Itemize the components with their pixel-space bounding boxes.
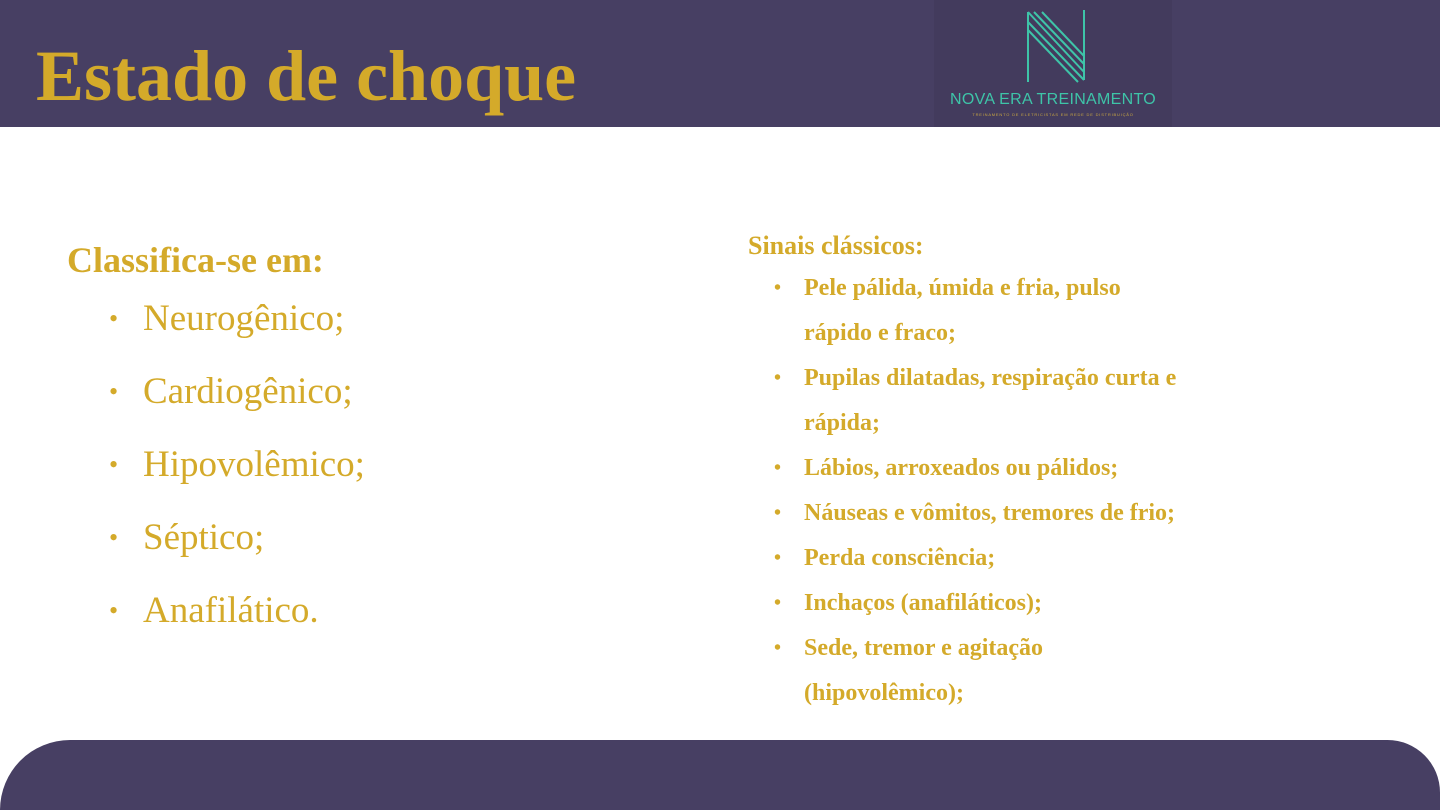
sign-text: Náuseas e vômitos, tremores de frio;: [804, 500, 1176, 526]
list-item: [748, 491, 1344, 536]
logo: [934, 0, 1172, 127]
nova-era-logo-mark-icon: [1020, 8, 1092, 84]
bullet-icon: •: [109, 304, 119, 333]
signs-list: [748, 266, 1344, 716]
sign-text: Pele pálida, úmida e fria, pulso: [804, 275, 1121, 301]
classification-label: Cardiogênico;: [143, 371, 353, 412]
list-item: [748, 356, 1344, 446]
bullet-icon: •: [774, 367, 782, 389]
signs-section: [748, 226, 1344, 716]
list-item: [67, 509, 365, 582]
logo-name: NOVA ERA TREINAMENTO: [949, 91, 1157, 108]
list-item: [748, 266, 1344, 356]
sign-text: Lábios, arroxeados ou pálidos;: [804, 455, 1119, 481]
list-item: [67, 363, 365, 436]
classification-label: Neurogênico;: [143, 298, 345, 339]
list-item: [748, 536, 1344, 581]
classification-section: [67, 238, 365, 655]
sign-text: Pupilas dilatadas, respiração curta e: [804, 365, 1177, 391]
bullet-icon: •: [109, 523, 119, 552]
bullet-icon: •: [774, 592, 782, 614]
bullet-icon: •: [109, 450, 119, 479]
classification-heading: Classifica-se em:: [67, 240, 324, 280]
list-item: [748, 581, 1344, 626]
bullet-icon: •: [774, 457, 782, 479]
signs-heading: Sinais clássicos:: [748, 231, 924, 260]
list-item: [67, 290, 365, 363]
sign-text-continued: rápida;: [804, 410, 881, 436]
sign-text: Inchaços (anafiláticos);: [804, 590, 1042, 616]
list-item: [67, 582, 365, 655]
logo-tagline: TREINAMENTO DE ELETRICISTAS EM REDE DE DISTRIBUIÇÃO: [972, 112, 1134, 117]
bullet-icon: •: [109, 596, 119, 625]
sign-text: Perda consciência;: [804, 545, 996, 571]
list-item: [748, 626, 1344, 716]
bullet-icon: •: [774, 277, 782, 299]
bullet-icon: •: [109, 377, 119, 406]
bullet-icon: •: [774, 502, 782, 524]
sign-text-continued: rápido e fraco;: [804, 320, 956, 346]
classification-label: Hipovolêmico;: [143, 444, 365, 485]
classification-label: Séptico;: [143, 517, 265, 558]
header-band: [0, 0, 1440, 127]
slide-title: Estado de choque: [36, 36, 577, 116]
bullet-icon: •: [774, 547, 782, 569]
list-item: [67, 436, 365, 509]
classification-label: Anafilático.: [143, 590, 319, 631]
sign-text-continued: (hipovolêmico);: [804, 680, 964, 706]
classification-list: [67, 290, 365, 655]
sign-text: Sede, tremor e agitação: [804, 635, 1044, 661]
bullet-icon: •: [774, 637, 782, 659]
list-item: [748, 446, 1344, 491]
footer-band: [0, 740, 1440, 810]
